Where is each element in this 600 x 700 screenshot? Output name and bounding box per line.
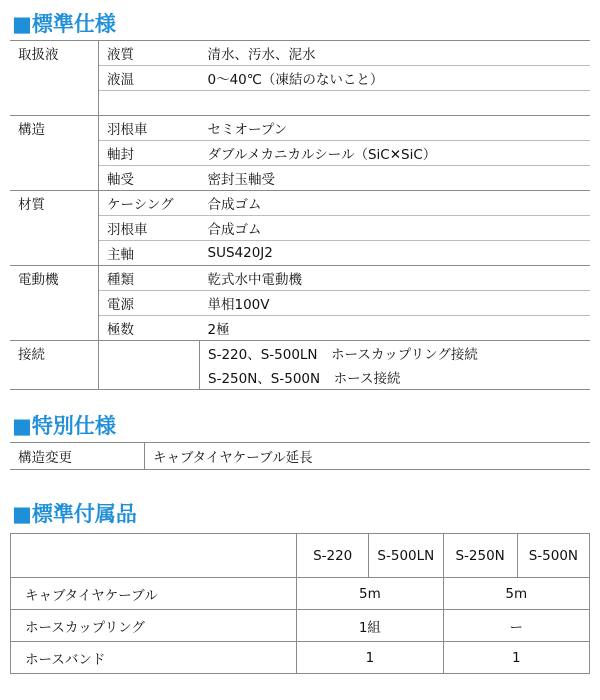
table-row: 電動機 種類 乾式水中電動機	[10, 266, 590, 291]
accessories-table	[10, 533, 590, 674]
header-blank	[11, 534, 297, 578]
column-header: S-500LN	[369, 534, 443, 578]
table-row: ホースバンド 1 1	[11, 642, 590, 674]
table-row: 材質 ケーシング 合成ゴム	[10, 191, 590, 216]
special-label: 構造変更	[10, 443, 145, 470]
table-row: 取扱液 液質 清水、汚水、泥水	[10, 41, 590, 66]
section-title-standard-spec: ■標準仕様	[12, 12, 116, 36]
table-row: 極数 2極	[10, 316, 590, 341]
table-row: 軸封 ダブルメカニカルシール（SiC✕SiC）	[10, 141, 590, 166]
table-row: 軸受 密封玉軸受	[10, 166, 590, 191]
table-row: 接続 S-220、S-500LN ホースカップリング接続	[10, 341, 590, 366]
special-spec-table	[10, 442, 590, 470]
table-row	[10, 91, 590, 116]
column-header: S-250N	[443, 534, 517, 578]
table-row: 羽根車 合成ゴム	[10, 216, 590, 241]
table-row: S-250N、S-500N ホース接続	[10, 365, 590, 390]
standard-spec-table	[10, 40, 590, 390]
table-row	[10, 443, 590, 470]
column-header: S-500N	[517, 534, 589, 578]
table-row: ホースカップリング 1組 ー	[11, 610, 590, 642]
column-header: S-220	[297, 534, 369, 578]
table-row: 電源 単相100V	[10, 291, 590, 316]
table-row: 液温 0～40℃（凍結のないこと）	[10, 66, 590, 91]
special-value: キャブタイヤケーブル延長	[153, 450, 313, 466]
table-row: キャブタイヤケーブル 5m 5m	[11, 578, 590, 610]
table-row: 構造 羽根車 セミオープン	[10, 116, 590, 141]
section-title-accessories: ■標準付属品	[12, 502, 137, 526]
table-row: 主軸 SUS420J2	[10, 241, 590, 266]
table-header-row	[11, 534, 590, 578]
section-title-special-spec: ■特別仕様	[12, 414, 116, 438]
